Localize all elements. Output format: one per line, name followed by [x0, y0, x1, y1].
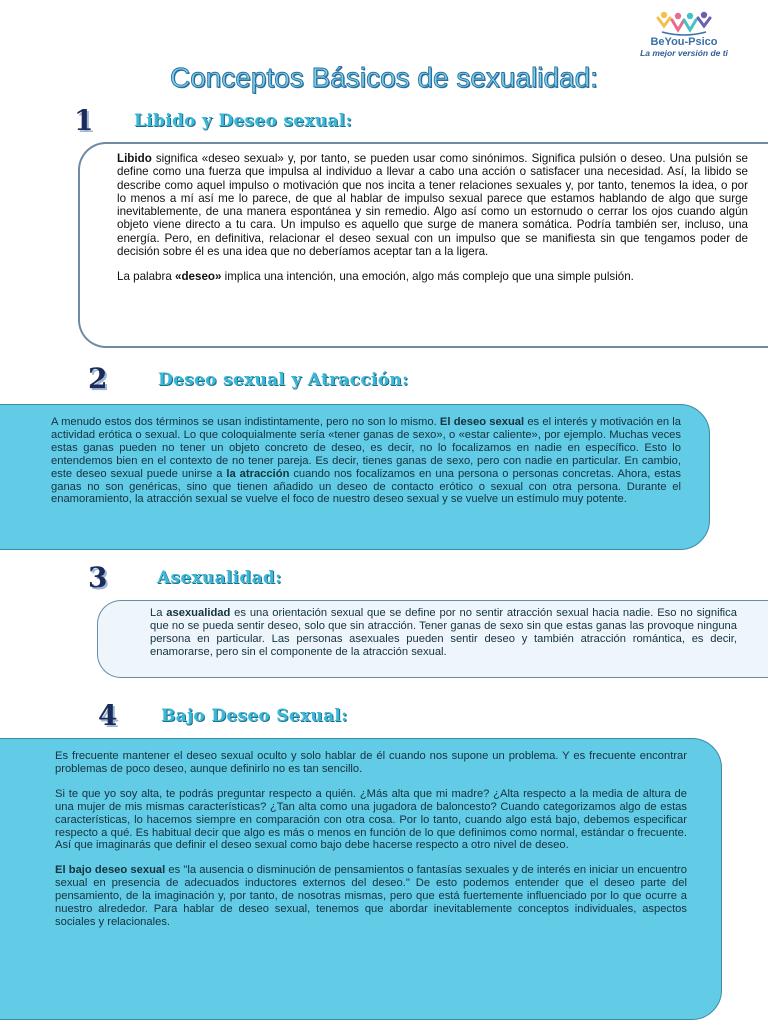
text-run: Es frecuente mantener el deseo sexual oculto y solo hablar de él cuando nos supone un problema. Y es frecuente encontrar problemas de poco deseo, aunque definirlo no es tan sencillo.: [55, 750, 687, 775]
brand-logo: [624, 10, 744, 58]
text-run: es "la ausencia o disminución de pensamientos o fantasías sexuales y de interés en iniciar un encuentro sexual en presencia de adecuados inductores externos del deseo." De esto podemos entender que el deseo parte del pensamiento, de la imaginación y, por tanto, de nosotras mismas, pero que está fuertemente influenciado por lo que ocurre a nuestro alrededor. Para hablar de deseo sexual, tenemos que abordar inevitablemente conceptos individuales, aspectos sociales y relacionales.: [55, 864, 687, 928]
people-logo-icon: [656, 10, 712, 36]
bold-term: «deseo»: [175, 270, 222, 284]
section-4-paragraph: [55, 750, 687, 776]
bold-term: El bajo deseo sexual: [55, 864, 166, 877]
text-run: La palabra: [117, 270, 176, 284]
text-run: es el interés y motivación en la actividad erótica o sexual. Lo que coloquialmente sería «tener ganas de sexo», o «estar caliente», por ejemplo. Muchas veces estas ganas pueden no tener un objeto concreto de deseo, es decir, no lo focalizamos en nadie en específico. Esto lo entendemos bien en el contexto de no tener pareja. Es decir, tienes ganas de sexo, pero con nadie en particular. En cambio, este deseo sexual puede unirse a: [51, 416, 681, 480]
brand-tagline: La mejor versión de ti: [640, 48, 728, 58]
section-1-paragraph: [117, 270, 748, 283]
text-run: implica una intención, una emoción, algo más complejo que una simple pulsión.: [221, 270, 634, 284]
section-3-paragraph: [150, 607, 737, 659]
bold-term: Libido: [117, 152, 152, 165]
bold-term: la atracción: [226, 467, 290, 480]
section-2-heading: Deseo sexual y Atracción:: [158, 370, 409, 390]
section-2-box: [0, 404, 710, 550]
section-4-paragraph: [55, 788, 687, 853]
section-4-box: [0, 738, 722, 1020]
section-2-paragraph: [51, 416, 681, 506]
bold-term: El deseo sexual: [439, 416, 525, 428]
section-1-number: 1: [74, 104, 94, 137]
section-1-box: [78, 142, 768, 348]
text-run: Si te que yo soy alta, te podrás preguntar respecto a quién. ¿Más alta que mi madre? ¿Alta respecto a la media de altura de una mujer de mis mismas características? ¿Tan alta como una jugadora de baloncesto? Cuando categorizamos algo de estas características, lo hacemos siempre en comparación con otra cosa. Por lo tanto, cuando algo está bajo, debemos especificar respecto a qué. Es habitual decir que algo es más o menos en función de lo que definimos como normal, estándar o frecuente. Así que imaginarás que definir el deseo sexual como bajo debe hacerse respecto a otro nivel de deseo.: [55, 787, 687, 852]
section-1-heading: Libido y Deseo sexual:: [134, 111, 353, 131]
section-3-number: 3: [88, 561, 108, 594]
section-4-heading: Bajo Deseo Sexual:: [161, 706, 348, 726]
section-4-paragraph: [55, 864, 687, 929]
bold-term: asexualidad: [166, 607, 231, 619]
page-title: Conceptos Básicos de sexualidad:: [169, 62, 599, 93]
brand-name: BeYou-Psico: [650, 36, 718, 48]
section-3-heading: Asexualidad:: [157, 568, 282, 588]
text-run: cuando nos focalizamos en una persona o personas concretas. Ahora, estas ganas no son genéricas, sino que tienen añadido un deseo de contacto erótico o sexual con otra persona. Durante el enamoramiento, la atracción sexual se vuelve el foco de nuestro deseo sexual y se vuelve un estímulo muy potente.: [51, 467, 681, 506]
text-run: significa «deseo sexual» y, por tanto, se pueden usar como sinónimos. Significa pulsión o deseo. Una pulsión se define como una fuerza que impulsa al individuo a llevar a cabo una acción o satisfacer una necesidad. Así, la libido se describe como aquel impulso o motivación que nos incita a tener relaciones sexuales y, por tanto, tenemos la idea, o por lo menos a mí así me lo parece, de que al hablar de impulso sexual parece que estamos hablando de algo que surge inevitablemente, de una manera espontánea y sin remedio. Algo así como un estornudo o cerrar los ojos cuando algún objeto viene directo a tu cara. Un impulso es aquello que surge de manera somática. Podría también ser, incluso, una energía. Pero, en definitiva, relacionar el deseo sexual con un impulso que se manifiesta sin que tengamos poder de decisión sobre él es una idea que no deberíamos aceptar tan a la ligera.: [117, 152, 748, 259]
text-run: A menudo estos dos términos se usan indistintamente, pero no son lo mismo.: [51, 416, 440, 428]
text-run: es una orientación sexual que se define por no sentir atracción sexual hacia nadie. Eso no significa que no se pueda sentir deseo, solo que sin atracción. Tener ganas de sexo sin que estas ganas las provoque ninguna persona en particular. Las personas asexuales pueden sentir deseo y también atracción romántica, es decir, enamorarse, pero sin el componente de la atracción sexual.: [150, 607, 737, 658]
section-3-box: [97, 600, 768, 678]
section-4-number: 4: [98, 699, 118, 732]
section-2-number: 2: [88, 362, 108, 395]
section-1-paragraph: [117, 152, 748, 258]
text-run: La: [150, 607, 167, 619]
